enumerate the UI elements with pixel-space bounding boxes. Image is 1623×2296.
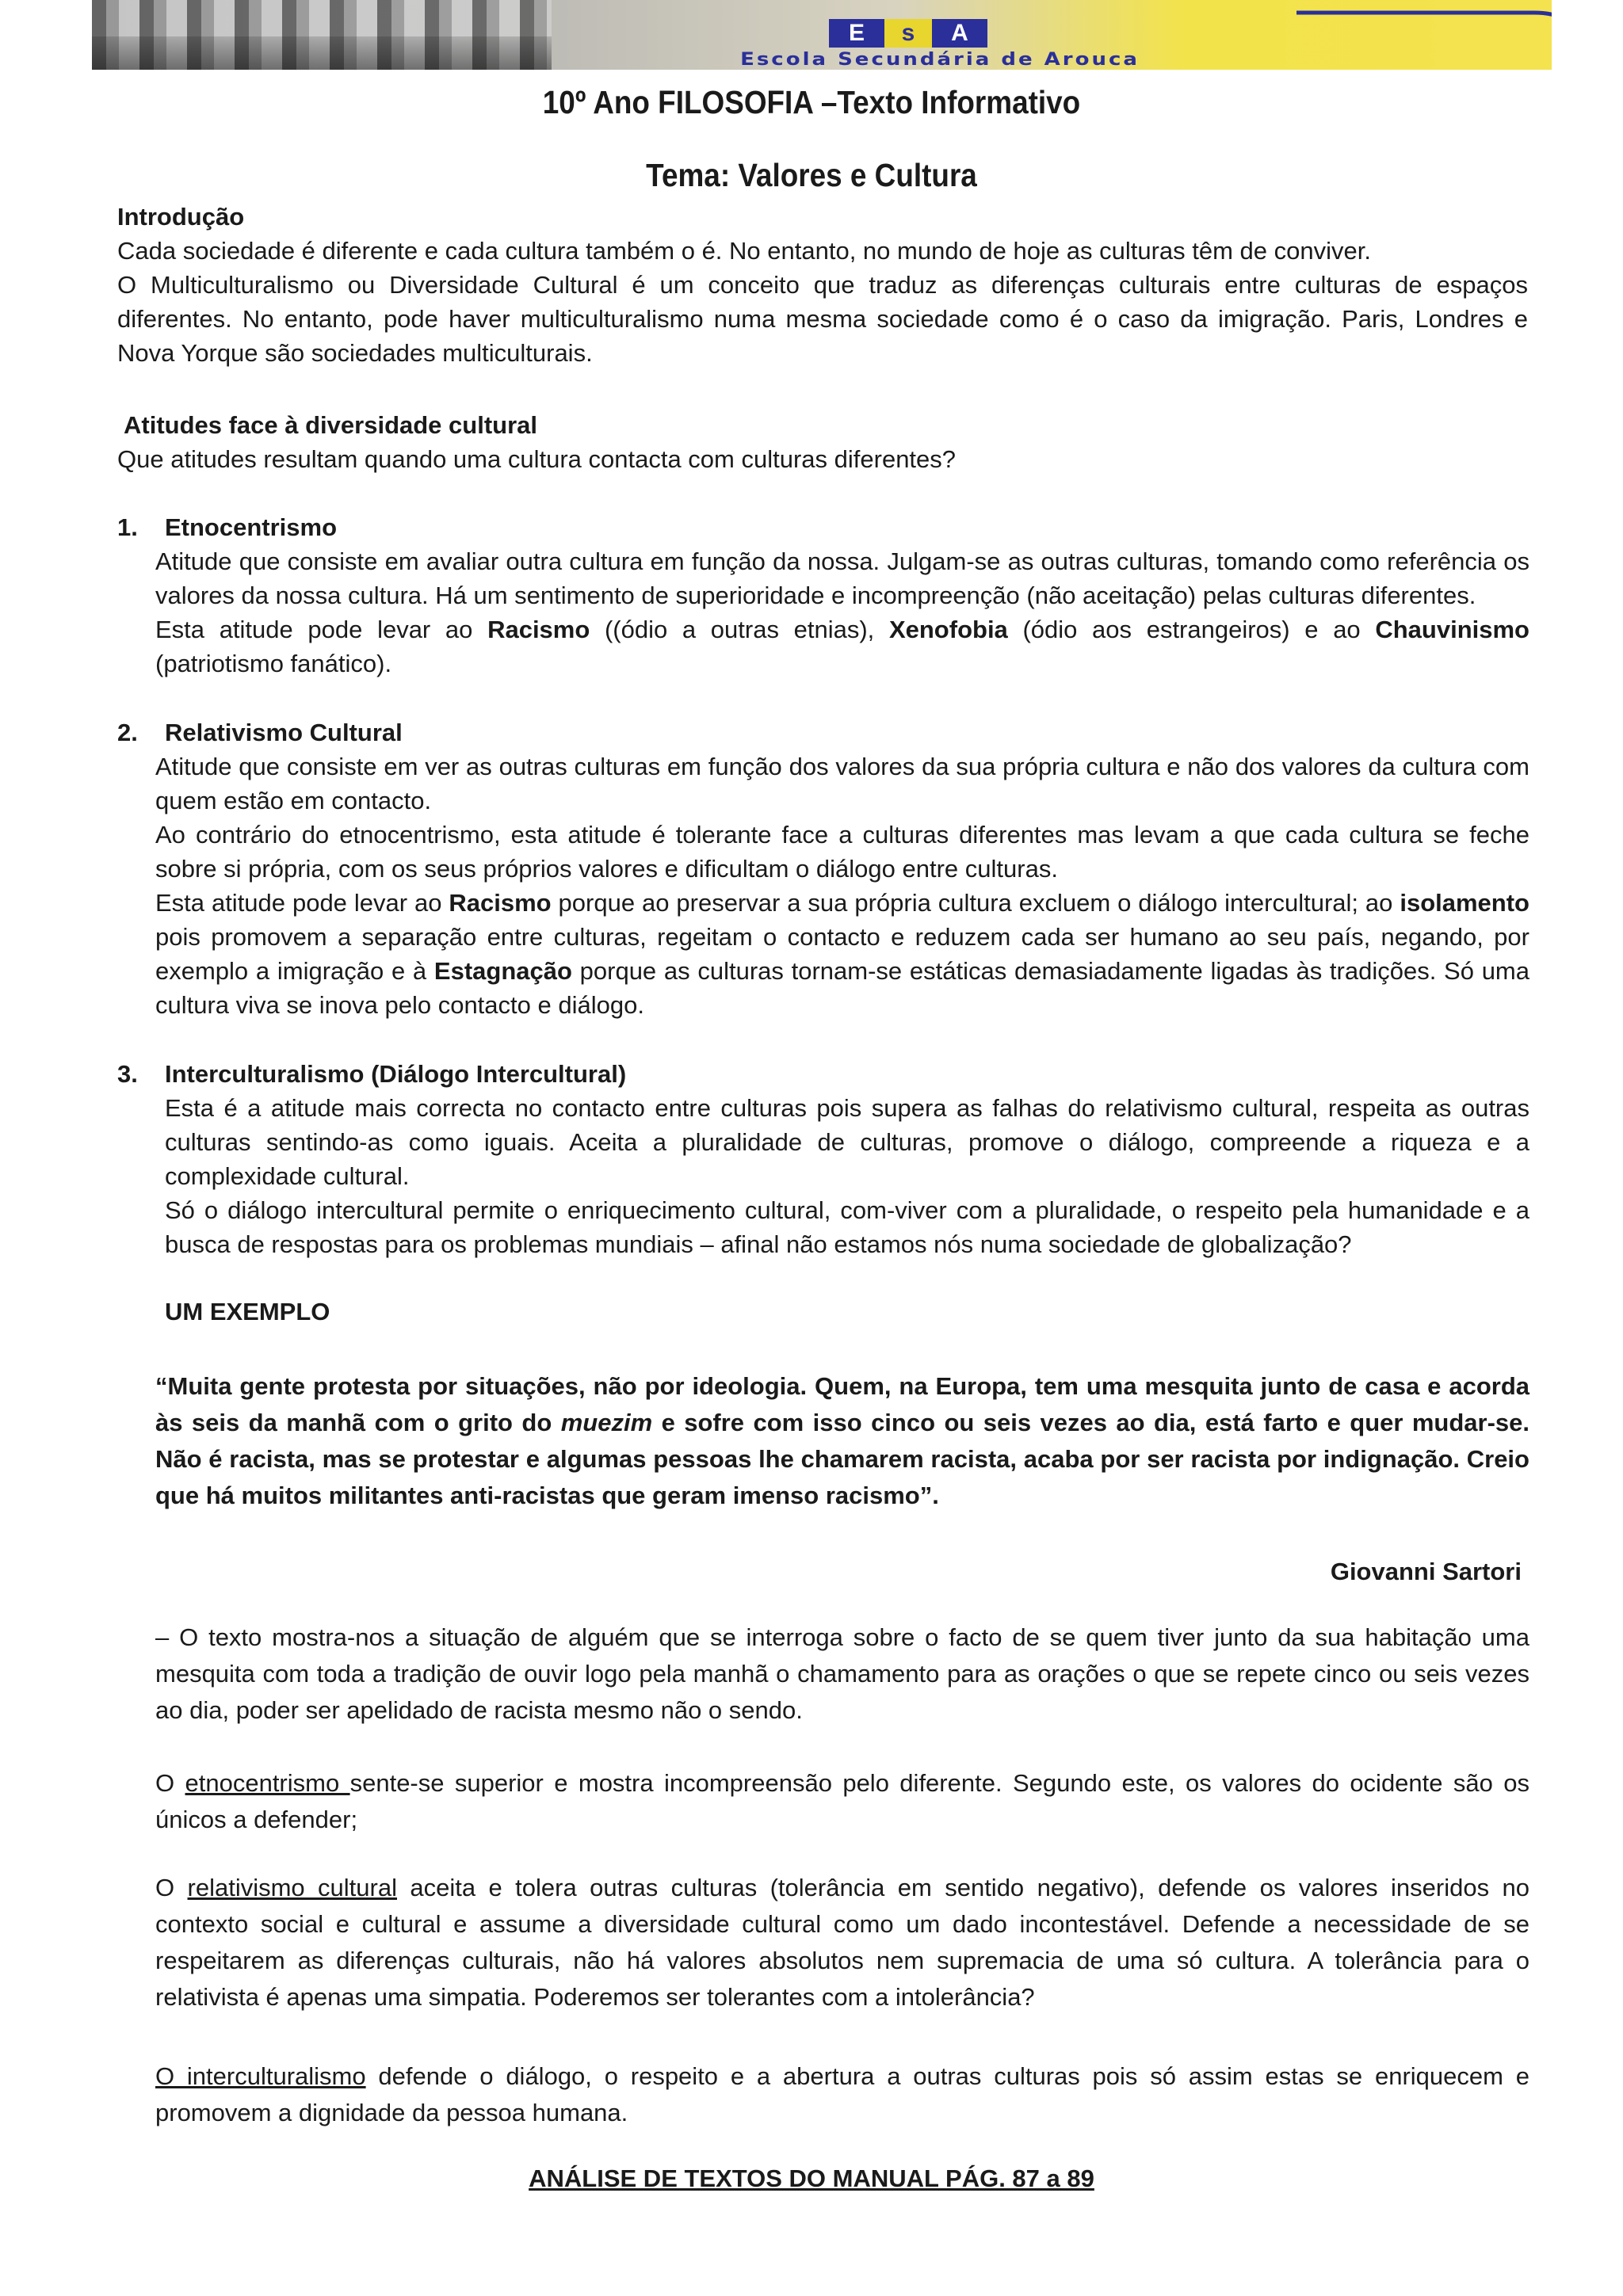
page-title: 10º Ano FILOSOFIA –Texto Informativo <box>542 84 1081 120</box>
text-run: O <box>155 1769 185 1797</box>
term-isolamento: isolamento <box>1400 889 1529 917</box>
term-racismo: Racismo <box>487 616 590 643</box>
school-photo-shade <box>92 36 552 70</box>
page-subtitle: Tema: Valores e Cultura <box>646 157 977 193</box>
section-1-heading: Etnocentrismo <box>165 513 338 541</box>
manual-reference: ANÁLISE DE TEXTOS DO MANUAL PÁG. 87 a 89 <box>529 2164 1094 2192</box>
example-quote <box>155 1368 1529 1514</box>
text-run: ((ódio a outras etnias), <box>590 616 889 643</box>
text-run: aceita e tolera outras culturas (tolerância em sentido negativo), defende os valores inseridos no contexto social e cultural e assume a diversidade cultural como um dado incontestável. Defende a necessidade de se respeitarem as diferenças culturais, não há valores absolutos nem supremacia de uma só cultura. A tolerância para o relativista é apenas uma simpatia. Poderemos ser tolerantes com a intolerância? <box>155 1874 1529 2011</box>
section-3-heading: Interculturalismo (Diálogo Intercultural) <box>165 1060 627 1088</box>
logo-letter-a: A <box>932 19 987 48</box>
term-interculturalismo: O interculturalismo <box>155 2062 366 2090</box>
term-relativismo-cultural: relativismo cultural <box>187 1874 397 1901</box>
section-2-paragraph-1: Atitude que consiste em ver as outras culturas em função dos valores da sua própria cultura e não dos valores da cultura com quem estão em contacto. <box>155 753 1529 814</box>
text-run: Esta atitude pode levar ao <box>155 889 449 917</box>
text-run: (ódio aos estrangeiros) e ao <box>1007 616 1376 643</box>
intro-paragraph-1: Cada sociedade é diferente e cada cultura também o é. No entanto, no mundo de hoje as culturas têm de conviver. <box>117 237 1371 265</box>
banner-swoosh-icon <box>1296 5 1552 70</box>
text-run: Esta atitude pode levar ao <box>155 616 488 643</box>
section-1-paragraph-1: Atitude que consiste em avaliar outra cultura em função da nossa. Julgam-se as outras culturas, tomando como referência os valores da nossa cultura. Há um sentimento de superioridade e incompreenção (não aceitação) pelas culturas diferentes. <box>155 547 1529 609</box>
text-run: defende o diálogo, o respeito e a abertura a outras culturas pois só assim estas se enriquecem e promovem a dignidade da pessoa humana. <box>155 2062 1529 2126</box>
analysis-paragraph-1: – O texto mostra-nos a situação de alguém que se interroga sobre o facto de se quem tiver junto da sua habitação uma mesquita com toda a tradição de ouvir logo pela manhã o chamamento para as orações o que se repete cinco ou seis vezes ao dia, poder ser apelidado de racista mesmo não o sendo. <box>155 1623 1529 1724</box>
term-estagnacao: Estagnação <box>433 957 572 985</box>
header-banner <box>92 0 1552 70</box>
section-1-paragraph-2 <box>155 612 1529 681</box>
text-run: e sofre com isso cinco ou seis vezes ao dia, está farto e quer mudar-se. Não é racista, mas se protestar e algumas pessoas lhe chamarem racista, acaba por ser racista por indignação. Creio que há muitos militantes anti-racistas que geram imenso racismo”. <box>155 1409 1530 1509</box>
term-racismo: Racismo <box>449 889 552 917</box>
logo-letter-s: s <box>884 19 932 48</box>
text-run: sente-se superior e mostra incompreensão pelo diferente. Segundo este, os valores do ocidente são os únicos a defender; <box>155 1769 1529 1833</box>
school-name: Escola Secundária de Arouca <box>740 49 1140 70</box>
section-2-paragraph-2: Ao contrário do etnocentrismo, esta atitude é tolerante face a culturas diferentes mas levam a que cada cultura se feche sobre si própria, com os seus próprios valores e dificultam o diálogo entre culturas. <box>155 821 1529 883</box>
analysis-paragraph-interculturalismo <box>155 2058 1529 2131</box>
text-run: porque ao preservar a sua própria cultura excluem o diálogo intercultural; ao <box>551 889 1400 917</box>
term-xenofobia: Xenofobia <box>888 616 1008 643</box>
analysis-paragraph-etnocentrismo <box>155 1765 1529 1838</box>
section-2-heading: Relativismo Cultural <box>165 719 403 746</box>
intro-paragraph-2: O Multiculturalismo ou Diversidade Cultural é um conceito que traduz as diferenças culturais entre culturas de espaços diferentes. No entanto, pode haver multiculturalismo numa mesma sociedade como é o caso da imigração. Paris, Londres e Nova Yorque são sociedades multiculturais. <box>117 271 1528 367</box>
attitudes-question: Que atitudes resultam quando uma cultura contacta com culturas diferentes? <box>117 445 957 473</box>
logo-letter-e: E <box>829 19 884 48</box>
analysis-paragraph-relativismo <box>155 1870 1529 2016</box>
section-3-number: 3. <box>117 1060 138 1088</box>
intro-heading: Introdução <box>117 203 245 231</box>
term-chauvinismo: Chauvinismo <box>1375 616 1529 643</box>
text-run: pois promovem a separação entre culturas, regeitam o contacto e reduzem cada ser humano ao seu país, negando, por exemplo a imigração e à <box>155 923 1529 985</box>
section-1-number: 1. <box>117 513 138 541</box>
attitudes-heading: Atitudes face à diversidade cultural <box>124 411 538 439</box>
term-etnocentrismo: etnocentrismo <box>185 1769 350 1797</box>
text-run: “Muita gente protesta por situações, não por ideologia. Quem, na Europa, tem uma mesquita junto de casa e acorda às seis da manhã com o grito do <box>155 1372 1529 1436</box>
quote-author: Giovanni Sartori <box>1330 1558 1522 1585</box>
text-run: porque as culturas tornam-se estáticas demasiadamente ligadas às tradições. Só uma cultura viva se inova pelo contacto e diálogo. <box>155 957 1529 1019</box>
section-2-number: 2. <box>117 719 138 746</box>
example-heading: UM EXEMPLO <box>165 1298 330 1325</box>
section-3-paragraph-1: Esta é a atitude mais correcta no contacto entre culturas pois supera as falhas do relativismo cultural, respeita as outras culturas sentindo-as como iguais. Aceita a pluralidade de culturas, promove o diálogo, compreende a riqueza e a complexidade cultural. <box>165 1094 1529 1190</box>
term-muezim: muezim <box>560 1409 653 1436</box>
section-2-paragraph-3 <box>155 886 1529 1022</box>
text-run: O <box>155 1874 188 1901</box>
section-3-paragraph-2: Só o diálogo intercultural permite o enriquecimento cultural, com-viver com a pluralidade, o respeito pela humanidade e a busca de respostas para os problemas mundiais – afinal não estamos nós numa sociedade de globalização? <box>165 1196 1529 1258</box>
text-run: (patriotismo fanático). <box>155 650 392 677</box>
